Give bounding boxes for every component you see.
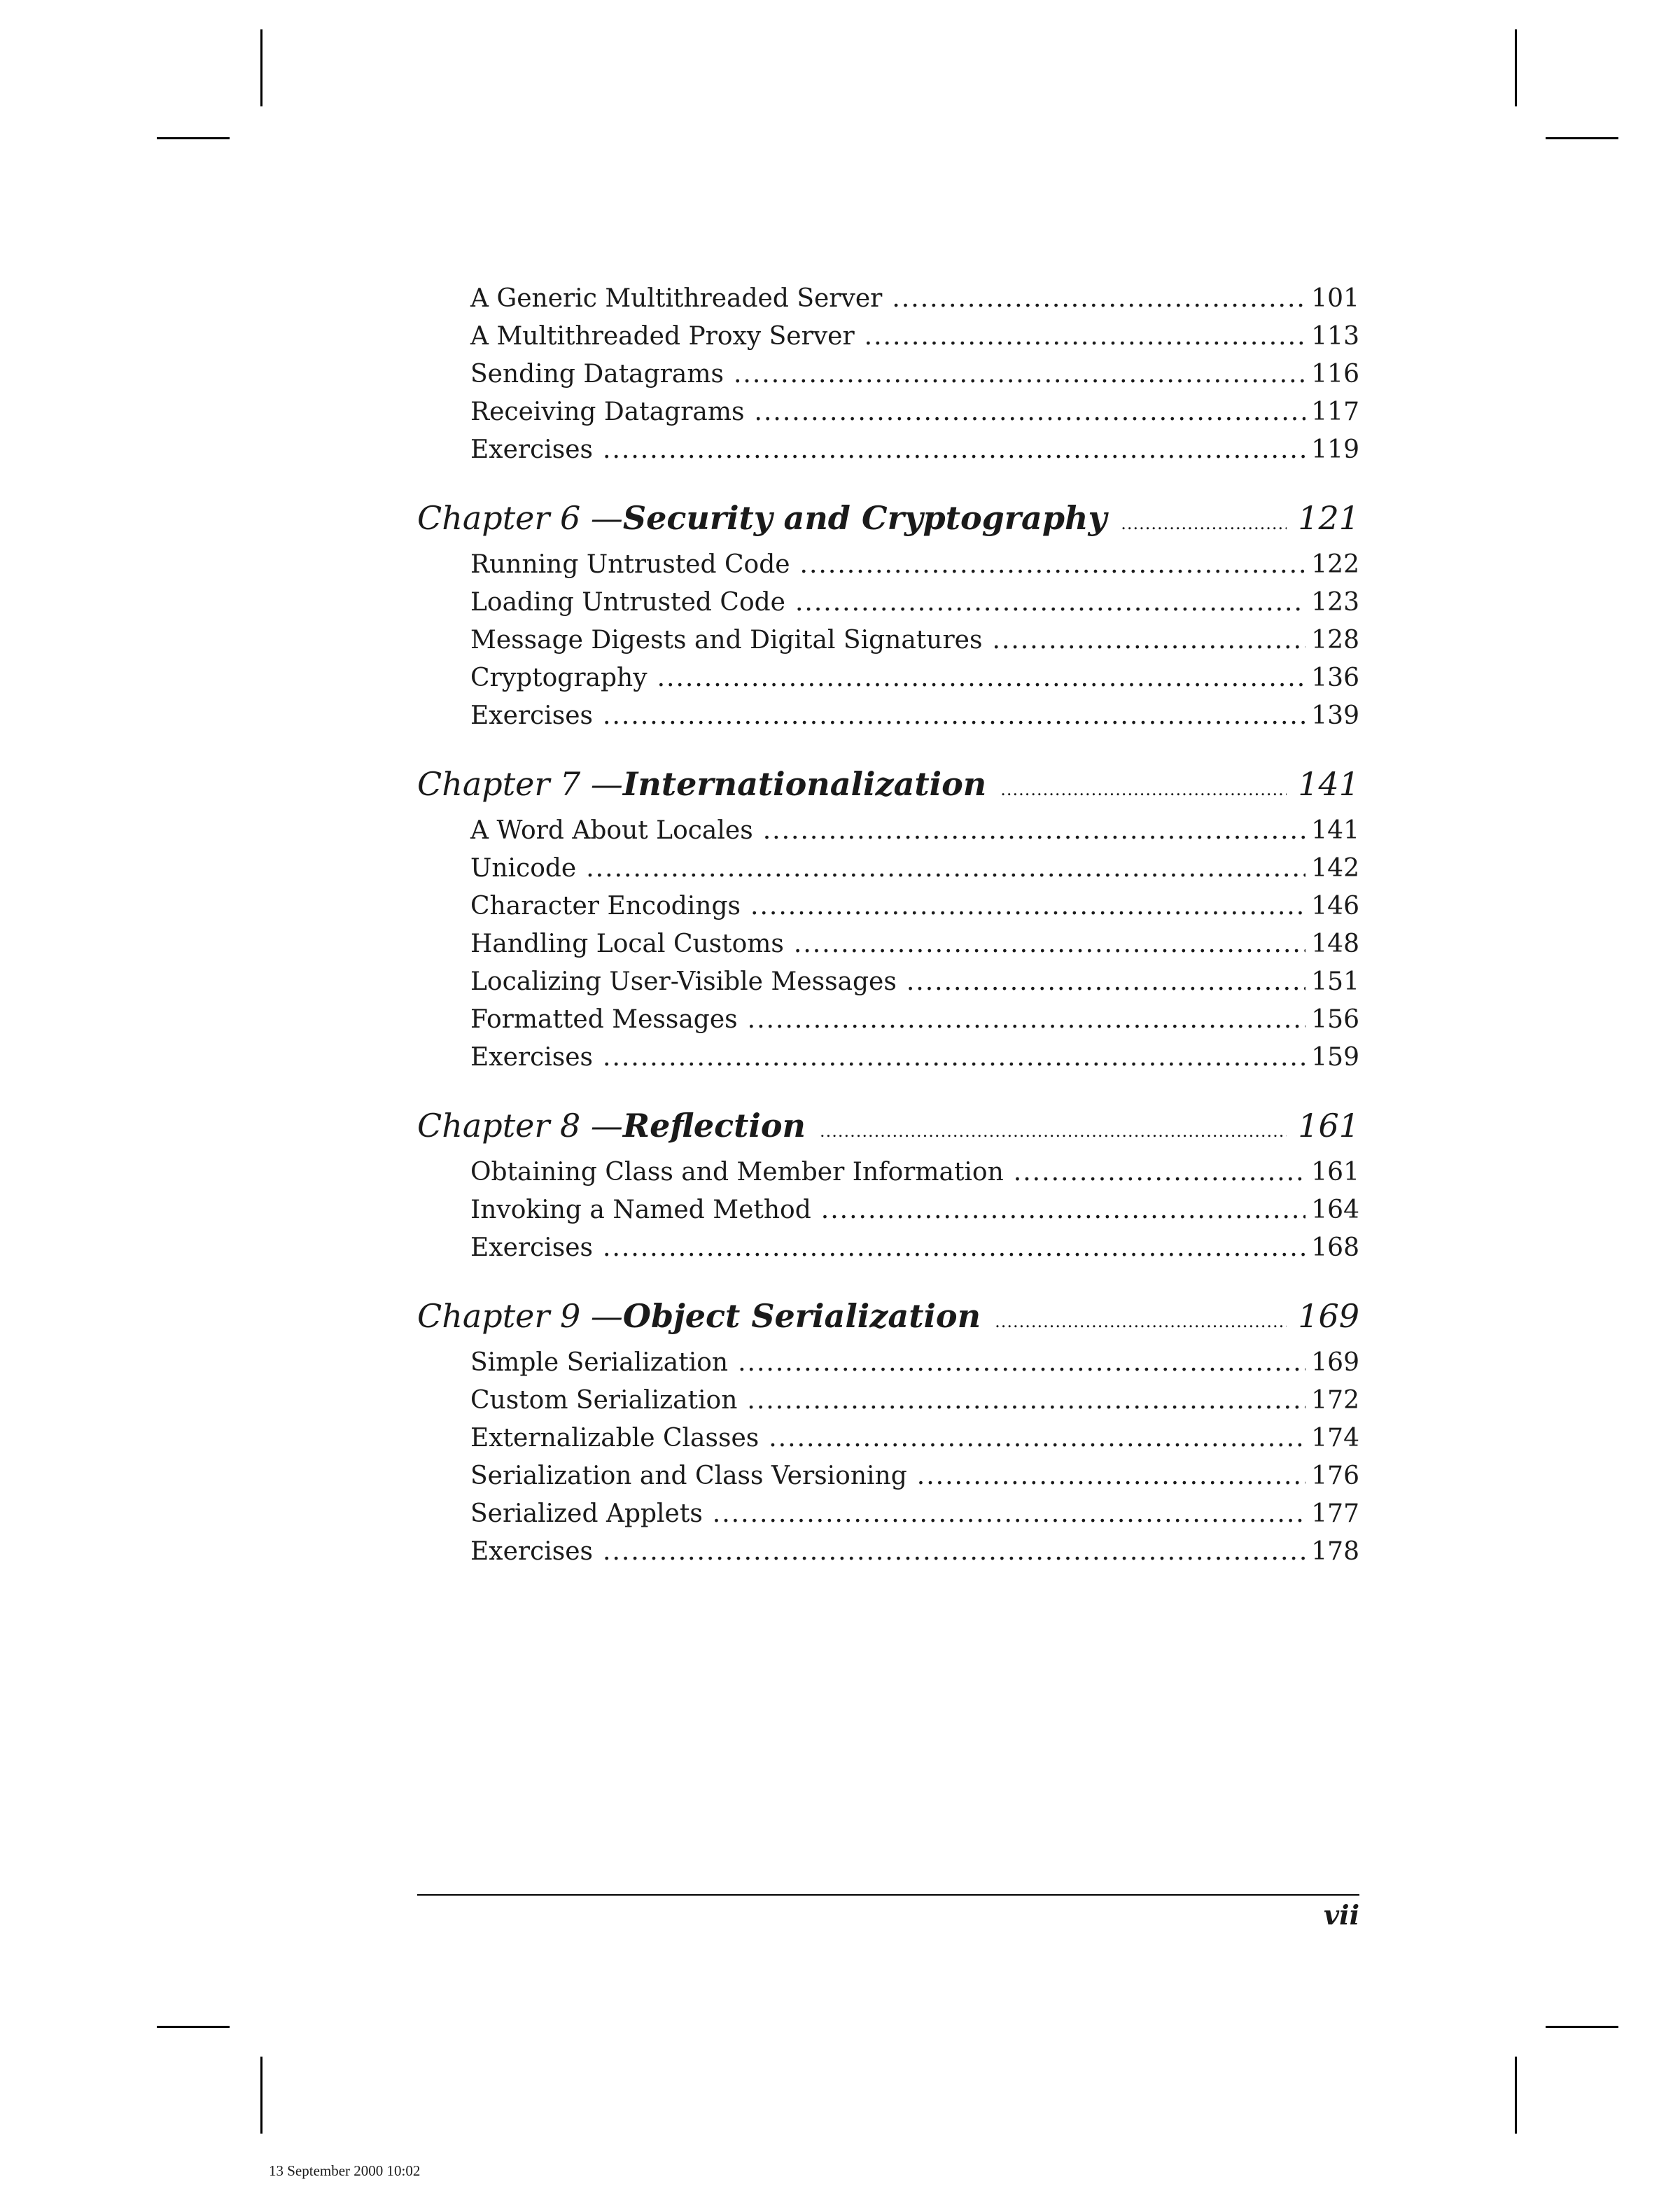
toc-entry-page: 159 bbox=[1311, 1043, 1359, 1072]
toc-entry-title: Handling Local Customs bbox=[470, 930, 784, 958]
toc-entry[interactable] bbox=[470, 1533, 1359, 1571]
chapter-name: Internationalization bbox=[622, 765, 987, 803]
dot-leader bbox=[603, 431, 1306, 469]
crop-mark-bottom-right-vertical bbox=[1515, 2057, 1517, 2134]
crop-mark-top-left-horizontal bbox=[157, 137, 230, 139]
toc-entry[interactable] bbox=[470, 1229, 1359, 1267]
dot-leader bbox=[892, 280, 1306, 318]
dot-leader bbox=[794, 925, 1306, 963]
toc-entry[interactable] bbox=[470, 1420, 1359, 1457]
chapter-list bbox=[417, 493, 1359, 1571]
toc-entry[interactable] bbox=[470, 697, 1359, 735]
chapter-label: Chapter 8 — bbox=[417, 1107, 623, 1144]
toc-entry-page: 113 bbox=[1311, 322, 1359, 351]
dot-leader bbox=[603, 1039, 1306, 1077]
chapter-name: Object Serialization bbox=[622, 1297, 981, 1335]
dot-leader bbox=[750, 888, 1306, 925]
crop-mark-bottom-left-vertical bbox=[260, 2057, 262, 2134]
toc-entry-title: Exercises bbox=[470, 1043, 594, 1072]
dot-leader bbox=[734, 356, 1306, 393]
chapter-page: 161 bbox=[1298, 1107, 1359, 1144]
toc-entry-page: 156 bbox=[1311, 1005, 1359, 1034]
toc-entry[interactable] bbox=[470, 393, 1359, 431]
toc-entry-page: 101 bbox=[1311, 284, 1359, 313]
crop-mark-top-right-horizontal bbox=[1546, 137, 1618, 139]
chapter-label: Chapter 9 — bbox=[417, 1297, 623, 1335]
toc-entry-title: Exercises bbox=[470, 701, 594, 730]
chapter-heading[interactable] bbox=[417, 1100, 1359, 1151]
dot-leader bbox=[995, 1296, 1287, 1347]
dot-leader bbox=[795, 584, 1306, 622]
toc-entry-page: 169 bbox=[1311, 1348, 1359, 1377]
toc-entry[interactable] bbox=[470, 925, 1359, 963]
toc-entry[interactable] bbox=[470, 1191, 1359, 1229]
toc-entry-title: Serialized Applets bbox=[470, 1499, 703, 1528]
print-timestamp: 13 September 2000 10:02 bbox=[269, 2162, 421, 2179]
crop-mark-bottom-right-horizontal bbox=[1546, 2026, 1618, 2028]
dot-leader bbox=[748, 1001, 1306, 1039]
page-folio: vii bbox=[1324, 1899, 1359, 1931]
chapter-heading[interactable] bbox=[417, 493, 1359, 543]
dot-leader bbox=[657, 659, 1306, 697]
chapter-label: Chapter 6 — bbox=[417, 499, 623, 537]
toc-entry-title: Loading Untrusted Code bbox=[470, 588, 785, 617]
dot-leader bbox=[917, 1457, 1306, 1495]
toc-entry-title: Exercises bbox=[470, 1233, 594, 1262]
toc-entry[interactable] bbox=[470, 1382, 1359, 1420]
toc-entry-page: 161 bbox=[1311, 1158, 1359, 1186]
dot-leader bbox=[1000, 764, 1287, 815]
toc-entry[interactable] bbox=[470, 1344, 1359, 1382]
toc-entry-page: 178 bbox=[1311, 1537, 1359, 1566]
toc-entry-title: Unicode bbox=[470, 854, 577, 883]
chapter-heading[interactable] bbox=[417, 759, 1359, 809]
toc-entry-page: 146 bbox=[1311, 892, 1359, 920]
toc-entry-title: A Multithreaded Proxy Server bbox=[470, 322, 855, 351]
crop-mark-top-right-vertical bbox=[1515, 29, 1517, 106]
dot-leader bbox=[586, 850, 1306, 888]
dot-leader bbox=[769, 1420, 1306, 1457]
toc-entry-page: 174 bbox=[1311, 1424, 1359, 1452]
toc-entry-page: 116 bbox=[1311, 360, 1359, 388]
dot-leader bbox=[906, 963, 1306, 1001]
toc-entry-page: 123 bbox=[1311, 588, 1359, 617]
toc-entry[interactable] bbox=[470, 280, 1359, 318]
dot-leader bbox=[992, 622, 1306, 659]
toc-entry-page: 122 bbox=[1311, 550, 1359, 579]
toc-entry-title: Formatted Messages bbox=[470, 1005, 738, 1034]
toc-entry-page: 142 bbox=[1311, 854, 1359, 883]
dot-leader bbox=[763, 812, 1306, 850]
toc-entry[interactable] bbox=[470, 812, 1359, 850]
toc-entry-title: Externalizable Classes bbox=[470, 1424, 760, 1452]
toc-entry-page: 176 bbox=[1311, 1462, 1359, 1490]
toc-entry-page: 139 bbox=[1311, 701, 1359, 730]
crop-mark-bottom-left-horizontal bbox=[157, 2026, 230, 2028]
table-of-contents bbox=[417, 280, 1359, 1571]
toc-entry-page: 172 bbox=[1311, 1386, 1359, 1415]
dot-leader bbox=[747, 1382, 1306, 1420]
toc-entry[interactable] bbox=[470, 546, 1359, 584]
toc-entry-title: Cryptography bbox=[470, 664, 648, 692]
toc-entry-title: Localizing User-Visible Messages bbox=[470, 967, 897, 996]
toc-entry[interactable] bbox=[470, 1495, 1359, 1533]
toc-entry[interactable] bbox=[470, 659, 1359, 697]
toc-entry-title: Serialization and Class Versioning bbox=[470, 1462, 907, 1490]
toc-entry-title: Running Untrusted Code bbox=[470, 550, 790, 579]
toc-entry[interactable] bbox=[470, 1154, 1359, 1191]
dot-leader bbox=[603, 697, 1306, 735]
toc-entry[interactable] bbox=[470, 963, 1359, 1001]
toc-entry-page: 148 bbox=[1311, 930, 1359, 958]
chapter-heading[interactable] bbox=[417, 1291, 1359, 1341]
toc-entry[interactable] bbox=[470, 431, 1359, 469]
chapter-label: Chapter 7 — bbox=[417, 765, 623, 803]
toc-entry-page: 119 bbox=[1311, 435, 1359, 464]
toc-entry-title: A Generic Multithreaded Server bbox=[470, 284, 883, 313]
chapter-page: 141 bbox=[1298, 765, 1359, 803]
footer-rule bbox=[417, 1894, 1359, 1896]
toc-entry-title: Invoking a Named Method bbox=[470, 1196, 811, 1224]
toc-entry[interactable] bbox=[470, 1457, 1359, 1495]
toc-entry-page: 141 bbox=[1311, 816, 1359, 845]
dot-leader bbox=[755, 393, 1306, 431]
dot-leader bbox=[800, 546, 1306, 584]
dot-leader bbox=[821, 1191, 1306, 1229]
chapter-name: Reflection bbox=[622, 1107, 806, 1144]
toc-entry[interactable] bbox=[470, 622, 1359, 659]
toc-entry-title: Custom Serialization bbox=[470, 1386, 738, 1415]
toc-entry[interactable] bbox=[470, 318, 1359, 356]
chapter-page: 169 bbox=[1298, 1297, 1359, 1335]
toc-entry-page: 117 bbox=[1311, 398, 1359, 426]
dot-leader bbox=[820, 1106, 1287, 1156]
dot-leader bbox=[1014, 1154, 1306, 1191]
toc-entry-page: 177 bbox=[1311, 1499, 1359, 1528]
toc-entry[interactable] bbox=[470, 1039, 1359, 1077]
toc-entry-title: Simple Serialization bbox=[470, 1348, 729, 1377]
toc-entry-title: Exercises bbox=[470, 1537, 594, 1566]
toc-entry-page: 164 bbox=[1311, 1196, 1359, 1224]
toc-entry[interactable] bbox=[470, 1001, 1359, 1039]
crop-mark-top-left-vertical bbox=[260, 29, 262, 106]
toc-entry[interactable] bbox=[470, 888, 1359, 925]
toc-entry-page: 168 bbox=[1311, 1233, 1359, 1262]
toc-entry[interactable] bbox=[470, 356, 1359, 393]
toc-entry[interactable] bbox=[470, 850, 1359, 888]
chapter-page: 121 bbox=[1298, 499, 1359, 537]
dot-leader bbox=[603, 1533, 1306, 1571]
dot-leader bbox=[713, 1495, 1306, 1533]
dot-leader bbox=[738, 1344, 1306, 1382]
toc-entry[interactable] bbox=[470, 584, 1359, 622]
toc-entry-page: 128 bbox=[1311, 626, 1359, 654]
dot-leader bbox=[603, 1229, 1306, 1267]
toc-entry-title: Sending Datagrams bbox=[470, 360, 724, 388]
toc-entry-title: Message Digests and Digital Signatures bbox=[470, 626, 983, 654]
chapter-name: Security and Cryptography bbox=[622, 499, 1107, 537]
toc-entry-page: 136 bbox=[1311, 664, 1359, 692]
dot-leader bbox=[1121, 498, 1287, 549]
lead-entry-list bbox=[417, 280, 1359, 469]
toc-entry-title: Receiving Datagrams bbox=[470, 398, 745, 426]
toc-entry-title: Exercises bbox=[470, 435, 594, 464]
toc-entry-title: Character Encodings bbox=[470, 892, 741, 920]
toc-entry-title: Obtaining Class and Member Information bbox=[470, 1158, 1004, 1186]
toc-entry-title: A Word About Locales bbox=[470, 816, 753, 845]
toc-entry-page: 151 bbox=[1311, 967, 1359, 996]
dot-leader bbox=[864, 318, 1306, 356]
